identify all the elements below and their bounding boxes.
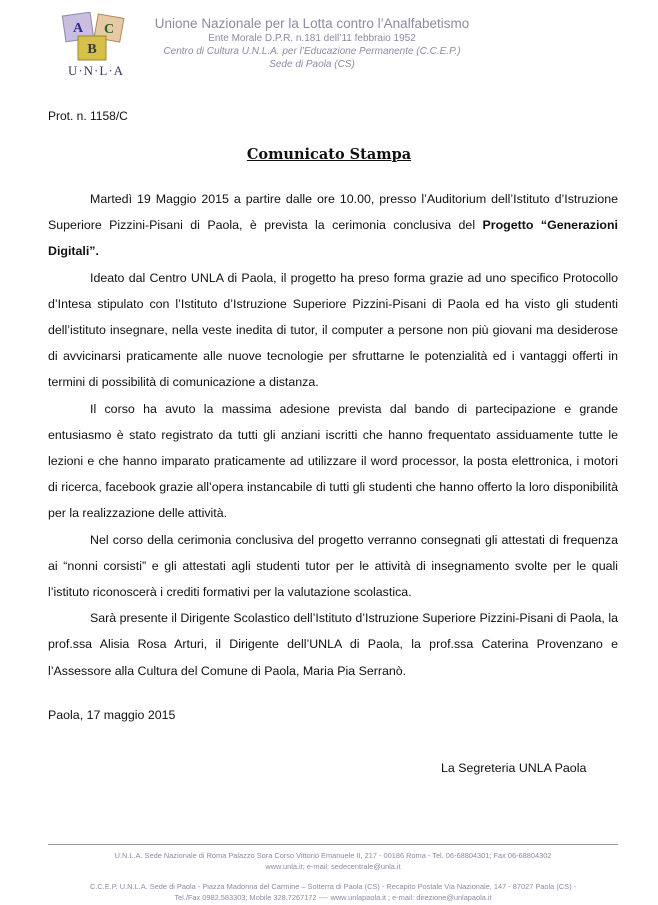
footer-divider [48, 844, 618, 845]
paragraph-3: Il corso ha avuto la massima adesione prevista dal bando di partecipazione e grande entusiasmo è stato registrato da tutti gli anziani iscritti che hanno frequentato assiduamente tutte le lezioni e che hanno imparato praticamente ad utilizzare il word processor, la posta elettronica, i motori di ricerca, facebook grazie all’opera instancabile di tutti gli studenti che hanno offerto la loro disponibilità per la realizzazione delle attività. [48, 401, 618, 521]
logo-letter-c: C [103, 22, 115, 37]
logo-wordmark: U·N·L·A [67, 63, 125, 78]
logo-letter-b: B [87, 42, 97, 57]
letterhead-office: Sede di Paola (CS) [269, 59, 355, 70]
letterhead [142, 15, 482, 71]
unla-logo [50, 12, 142, 80]
footer-line-4: Tel./Fax 0982.583303; Mobile 328.7267172 ---- www.unlapaola.it ; e-mail: direzione@unlapaola.it [174, 892, 492, 902]
footer-line-2: www.unla.it; e-mail: sedecentrale@unla.it [265, 861, 401, 871]
date-line: Paola, 17 maggio 2015 [48, 708, 176, 722]
footer-line-3: C.C.E.P. U.N.L.A. Sede di Paola - Piazza Madonna del Carmine – Sotterra di Paola (CS) - Recapito Postale Via Nazionale, 147 - 87027 Paola (CS) - [89, 882, 577, 891]
letterhead-title: Unione Nazionale per la Lotta contro l’Analfabetismo [154, 16, 470, 31]
protocol-number: Prot. n. 1158/C [48, 109, 128, 123]
document-body [48, 186, 618, 684]
document-heading: Comunicato Stampa [246, 146, 412, 163]
letterhead-centre: Centro di Cultura U.N.L.A. per l’Educazione Permanente (C.C.E.P.) [163, 46, 461, 57]
letterhead-decree: Ente Morale D.P.R. n.181 dell’11 febbraio 1952 [208, 33, 416, 44]
paragraph-2: Ideato dal Centro UNLA di Paola, il progetto ha preso forma grazie ad uno specifico Protocollo d’Intesa stipulato con l’Istituto d’Istruzione Superiore Pizzini-Pisani di Paola ed ha visto gli studenti dell’istituto insegnare, nella veste inedita di tutor, il computer a persone non più giovani ma desiderose di avvicinarsi praticamente alle nuove tecnologie per sfruttarne le potenzialità ed i vantaggi offerti in termini di possibilità di comunicazione a distanza. [48, 270, 618, 390]
paragraph-1-text: Martedì 19 Maggio 2015 a partire dalle ore 10.00, presso l’Auditorium dell’Istituto d’Istruzione Superiore Pizzini-Pisani di Paola, è prevista la cerimonia conclusiva del [48, 192, 618, 233]
footer-national-office [48, 851, 618, 872]
paragraph-1 [48, 186, 618, 265]
logo-letter-a: A [72, 21, 84, 36]
paragraph-4: Nel corso della cerimonia conclusiva del progetto verranno consegnati gli attestati di frequenza ai “nonni corsisti” e gli attestati agli studenti tutor per le attività di insegnamento svolte per le quali l’istituto riconoscerà i crediti formativi per la valutazione scolastica. [48, 532, 618, 600]
footer-line-1: U.N.L.A. Sede Nazionale di Roma Palazzo Sora Corso Vittorio Emanuele II, 217 - 00186 Roma - Tel. 06-68804301; Fax 06-68804302 [114, 851, 552, 860]
signature: La Segreteria UNLA Paola [441, 761, 587, 775]
footer-local-office [48, 882, 618, 903]
paragraph-5: Sarà presente il Dirigente Scolastico dell’Istituto d’Istruzione Superiore Pizzini-Pisani di Paola, la prof.ssa Alisia Rosa Arturi, il Dirigente dell’UNLA di Paola, la prof.ssa Caterina Provenzano e l’Assessore alla Cultura del Comune di Paola, Maria Pia Serranò. [48, 611, 618, 678]
paragraph-1-project-name: Progetto “Generazioni Digitali”. [48, 218, 618, 259]
